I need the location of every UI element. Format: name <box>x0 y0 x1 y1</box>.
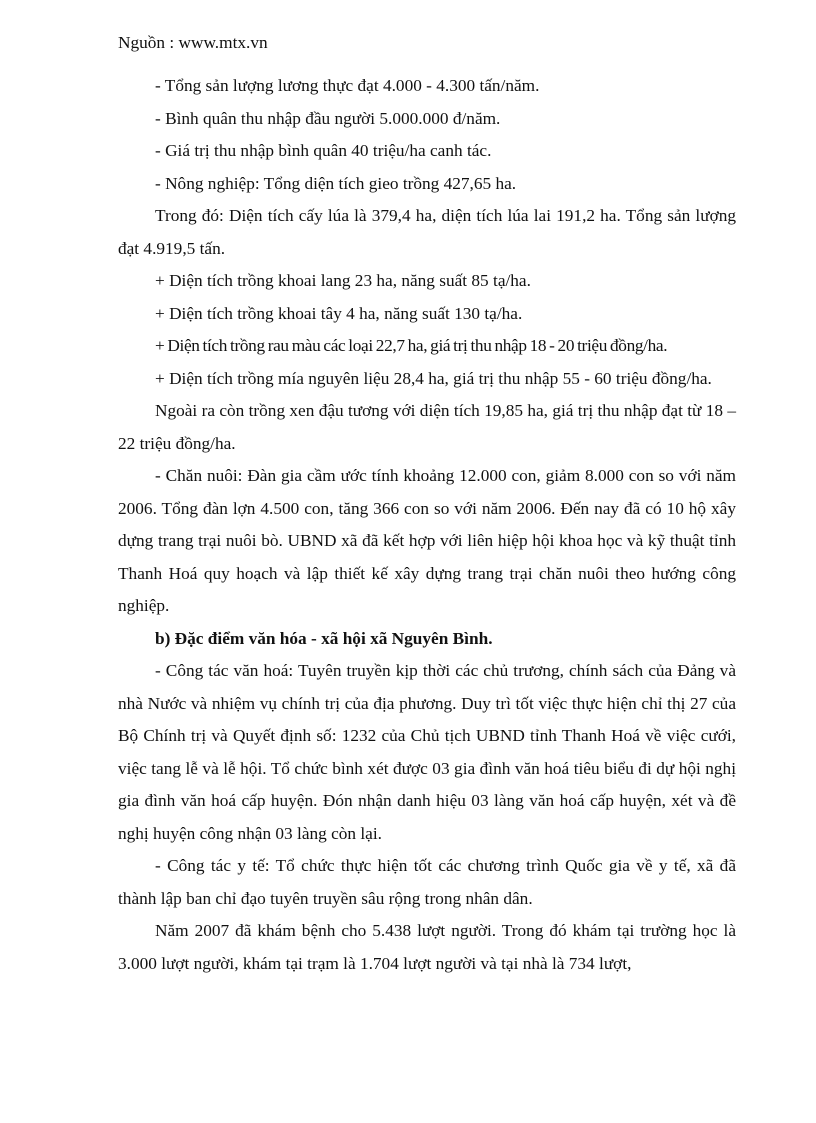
paragraph-soybean: Ngoài ra còn trồng xen đậu tương với diện tích 19,85 ha, giá trị thu nhập đạt từ 18 – 22 triệu đồng/ha. <box>118 401 736 453</box>
paragraph-health: - Công tác y tế: Tổ chức thực hiện tốt các chương trình Quốc gia về y tế, xã đã thành lập ban chỉ đạo tuyên truyền sâu rộng trong nhân dân. <box>118 856 736 908</box>
paragraph-potato: + Diện tích trồng khoai tây 4 ha, năng suất 130 tạ/ha. <box>155 303 523 323</box>
paragraph-livestock: - Chăn nuôi: Đàn gia cầm ước tính khoảng 12.000 con, giảm 8.000 con so với năm 2006. Tổng đàn lợn 4.500 con, tăng 366 con so với năm 2006. Đến nay đã có 10 hộ xây dựng trang trại nuôi bò. UBND xã đã kết hợp với liên hiệp hội khoa học và kỹ thuật tỉnh Thanh Hoá quy hoạch và lập thiết kế xây dựng trang trại chăn nuôi theo hướng công nghiệp. <box>118 466 736 615</box>
source-header: Nguồn : www.mtx.vn <box>118 33 268 52</box>
paragraph-sweet-potato: + Diện tích trồng khoai lang 23 ha, năng suất 85 tạ/ha. <box>155 271 531 290</box>
paragraph-income-per-ha: - Giá trị thu nhập bình quân 40 triệu/ha canh tác. <box>155 141 492 160</box>
paragraph-sugarcane: + Diện tích trồng mía nguyên liệu 28,4 ha, giá trị thu nhập 55 - 60 triệu đồng/ha. <box>155 368 712 388</box>
paragraph-culture: - Công tác văn hoá: Tuyên truyền kịp thời các chủ trương, chính sách của Đảng và nhà Nước và nhiệm vụ chính trị của địa phương. Duy trì tốt việc thực hiện chỉ thị 27 của Bộ Chính trị và Quyết định số: 1232 của Chủ tịch UBND tỉnh Thanh Hoá về việc cưới, việc tang lễ và lễ hội. Tổ chức bình xét được 03 gia đình văn hoá tiêu biểu đi dự hội nghị gia đình văn hoá cấp huyện. Đón nhận danh hiệu 03 làng văn hoá cấp huyện, xét và đề nghị huyện công nhận 03 làng còn lại. <box>118 661 736 843</box>
body-text <box>118 70 736 980</box>
paragraph-income-per-capita: - Bình quân thu nhập đầu người 5.000.000 đ/năm. <box>155 108 501 128</box>
paragraph-food-output: - Tổng sản lượng lương thực đạt 4.000 - 4.300 tấn/năm. <box>155 76 540 95</box>
paragraph-rice-area: Trong đó: Diện tích cấy lúa là 379,4 ha, diện tích lúa lai 191,2 ha. Tổng sản lượng đạt 4.919,5 tấn. <box>118 206 736 258</box>
section-heading: b) Đặc điểm văn hóa - xã hội xã Nguyên Bình. <box>155 628 493 648</box>
paragraph-medical-exams: Năm 2007 đã khám bệnh cho 5.438 lượt người. Trong đó khám tại trường học là 3.000 lượt người, khám tại trạm là 1.704 lượt người và tại nhà là 734 lượt, <box>118 921 736 973</box>
paragraph-agriculture: - Nông nghiệp: Tổng diện tích gieo trồng 427,65 ha. <box>155 173 517 193</box>
paragraph-vegetables: + Diện tích trồng rau màu các loại 22,7 ha, giá trị thu nhập 18 - 20 triệu đồng/ha. <box>155 336 668 355</box>
